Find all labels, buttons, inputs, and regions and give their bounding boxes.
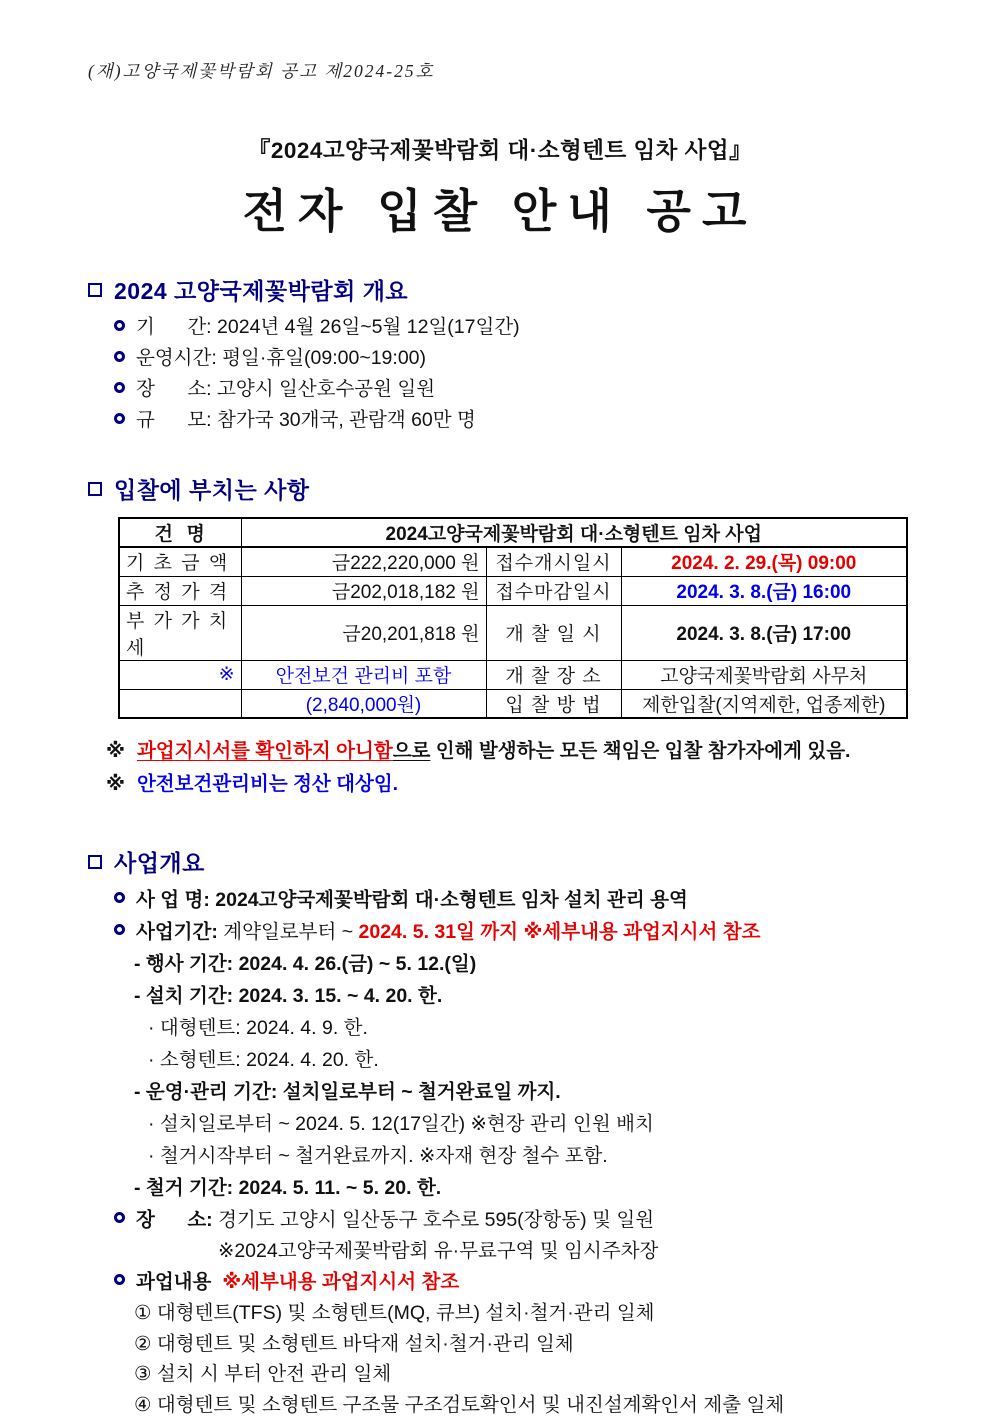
item-value: 참가국 30개국, 관람객 60만 명 [217,405,476,436]
safety-cost-text: 안전보건 관리비 포함 [241,660,486,689]
bid-method-value: 제한입찰(지역제한, 업종제한) [621,689,907,718]
period-sub-item-install: - 설치 기간: 2024. 3. 15. ~ 4. 20. 한. [134,980,912,1012]
item-label: 장 소: [136,1204,218,1236]
item-label: 장 소: [136,374,217,405]
safety-cost-amount: (2,840,000원) [241,689,486,718]
item-value: 경기도 고양시 일산동구 호수로 595(장항동) 및 일원 [218,1204,654,1236]
table-row-estimated-price [119,576,907,605]
project-item-tasks [114,1266,912,1298]
task-item-4: ④ 대형텐트 및 소형텐트 구조물 구조검토확인서 및 내진설계확인서 제출 일체 [134,1390,912,1420]
note-blue-text: 안전보건관리비는 정산 대상임. [137,768,398,801]
note-red-underlined: 과업지시서를 확인하지 아니함 [137,740,393,762]
project-item-name [114,884,912,916]
base-amount-label: 기 초 금 액 [119,547,241,576]
square-bullet-icon [88,482,102,496]
receipt-start-value: 2024. 2. 29.(목) 09:00 [621,547,907,576]
overview-item-scale [114,405,912,436]
section-bid [88,472,912,801]
period-detail-operate-from: · 설치일로부터 ~ 2024. 5. 12(17일간) ※현장 관리 인원 배치 [148,1108,912,1140]
note-responsibility [106,735,912,768]
circle-bullet-icon [114,1212,125,1223]
section-bid-title: 입찰에 부치는 사항 [114,472,310,505]
task-item-1: ① 대형텐트(TFS) 및 소형텐트(MQ, 큐브) 설치·철거·관리 일체 [134,1298,912,1329]
subject-label-cell: 건 명 [119,518,241,547]
section-project-title: 사업개요 [114,845,205,878]
opening-place-label: 개 찰 장 소 [486,660,621,689]
item-label: 규 모: [136,405,217,436]
note-text [137,735,851,768]
receipt-end-value: 2024. 3. 8.(금) 16:00 [621,576,907,605]
circle-bullet-icon [114,1274,125,1285]
item-value: 2024년 4월 26일~5월 12일(17일간) [217,312,520,343]
vat-value: 금20,201,818 원 [241,605,486,660]
tasks-red-text: ※세부내용 과업지시서 참조 [222,1266,459,1298]
bid-method-label: 입 찰 방 법 [486,689,621,718]
project-subtitle: 『2024고양국제꽃박람회 대·소형텐트 임차 사업』 [88,133,912,165]
note-rest: 인해 발생하는 모든 책임은 입찰 참가자에게 있음. [430,740,850,762]
item-value: 고양시 일산호수공원 일원 [217,374,435,405]
task-item-3: ③ 설치 시 부터 안전 관리 일체 [134,1359,912,1390]
section-bid-heading [88,472,912,505]
opening-time-value: 2024. 3. 8.(금) 17:00 [621,605,907,660]
circle-bullet-icon [114,892,125,903]
opening-place-value: 고양국제꽃박람회 사무처 [621,660,907,689]
safety-cost-marker: ※ [119,660,241,689]
circle-bullet-icon [114,924,125,935]
period-detail-teardown: · 철거시작부터 ~ 철거완료까지. ※자재 현장 철수 포함. [148,1140,912,1172]
overview-item-list [88,312,912,436]
item-value: 2024고양국제꽃박람회 대·소형텐트 임차 설치 관리 용역 [215,884,688,916]
empty-cell [119,689,241,718]
period-sub-item-removal: - 철거 기간: 2024. 5. 11. ~ 5. 20. 한. [134,1172,912,1204]
reference-mark-icon: ※ [106,735,125,768]
document-number-header: (재)고양국제꽃박람회 공고 제2024-25호 [88,58,912,83]
section-overview-heading [88,273,912,306]
item-value: 평일·휴일(09:00~19:00) [222,343,426,374]
circle-bullet-icon [114,351,125,362]
project-item-period [114,916,912,948]
project-item-place [114,1204,912,1236]
task-item-2: ② 대형텐트 및 소형텐트 바닥재 설치·철거·관리 일체 [134,1329,912,1360]
title-block [88,133,912,241]
item-label: 과업내용 [136,1266,222,1298]
project-item-list [88,884,912,1420]
period-sub-item-operate: - 운영·관리 기간: 설치일로부터 ~ 철거완료일 까지. [134,1076,912,1108]
table-row-subject [119,518,907,547]
estimated-price-value: 금202,018,182 원 [241,576,486,605]
table-row-base-amount [119,547,907,576]
table-row-safety-cost [119,660,907,689]
circle-bullet-icon [114,413,125,424]
period-sub-item-event: - 행사 기간: 2024. 4. 26.(금) ~ 5. 12.(일) [134,948,912,980]
place-note: ※2024고양국제꽃박람회 유·무료구역 및 임시주차장 [218,1236,912,1266]
receipt-end-label: 접수마감일시 [486,576,621,605]
base-amount-value: 금222,220,000 원 [241,547,486,576]
opening-time-label: 개 찰 일 시 [486,605,621,660]
item-label: 운영시간: [136,343,222,374]
bid-info-table [118,517,908,719]
note-black-underlined: 으로 [393,740,431,762]
period-red-text: 2024. 5. 31일 까지 ※세부내용 과업지시서 참조 [359,916,761,948]
vat-label: 부 가 가 치 세 [119,605,241,660]
main-title: 전자 입찰 안내 공고 [88,175,912,241]
table-row-bid-method [119,689,907,718]
period-normal-text: 계약일로부터 ~ [223,916,358,948]
table-notes [106,735,912,801]
circle-bullet-icon [114,320,125,331]
overview-item-period [114,312,912,343]
section-project [88,845,912,1420]
reference-mark-icon: ※ [106,768,125,801]
note-safety-settlement [106,768,912,801]
receipt-start-label: 접수개시일시 [486,547,621,576]
table-row-vat [119,605,907,660]
overview-item-place [114,374,912,405]
period-detail-large-tent: · 대형텐트: 2024. 4. 9. 한. [148,1012,912,1044]
square-bullet-icon [88,283,102,297]
section-project-heading [88,845,912,878]
item-label: 기 간: [136,312,217,343]
overview-item-hours [114,343,912,374]
item-label: 사 업 명: [136,884,215,916]
period-detail-small-tent: · 소형텐트: 2024. 4. 20. 한. [148,1044,912,1076]
section-overview [88,273,912,436]
subject-value-cell: 2024고양국제꽃박람회 대·소형텐트 임차 사업 [241,518,907,547]
estimated-price-label: 추 정 가 격 [119,576,241,605]
square-bullet-icon [88,855,102,869]
item-label: 사업기간: [136,916,223,948]
section-overview-title: 2024 고양국제꽃박람회 개요 [114,273,408,306]
circle-bullet-icon [114,382,125,393]
